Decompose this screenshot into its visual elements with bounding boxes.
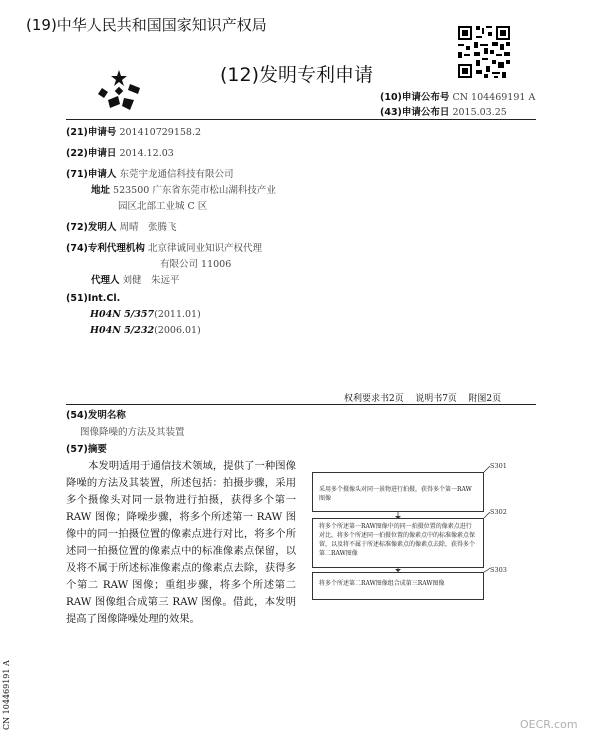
ipc-year-2: (2006.01) xyxy=(154,325,201,336)
agency-line-2: 有限公司 11006 xyxy=(160,259,232,270)
publication-date-row xyxy=(380,104,507,118)
leader-s301 xyxy=(484,466,490,472)
header-divider xyxy=(66,119,536,120)
flowchart-step-s301: 采用多个摄像头对同一景物进行拍摄，获得多个第一RAW图像 xyxy=(312,472,484,512)
flowchart-step-s303: 将多个所述第二RAW图像组合成第三RAW图像 xyxy=(312,572,484,600)
claims-pages: 权利要求书2页 xyxy=(344,394,404,404)
ipc-entry-2 xyxy=(90,325,201,336)
agent-label: 代理人 xyxy=(91,275,120,286)
flowchart-connectors xyxy=(300,460,520,610)
application-number: 201410729158.2 xyxy=(119,127,202,138)
address-line-1: 523500 广东省东莞市松山湖科技产业 xyxy=(113,185,276,196)
watermark: OECR.com xyxy=(520,718,578,731)
agent-row xyxy=(91,272,180,286)
publication-number-label: (10)申请公布号 xyxy=(380,92,450,103)
description-pages: 说明书7页 xyxy=(415,394,457,404)
abstract-text: 本发明适用于通信技术领域，提供了一种图像降噪的方法及其装置，所述包括：拍摄步骤，采用多个摄像头对同一景物进行拍摄，获得多个第一 RAW 图像；降噪步骤，将多个所述第一 RAW 图像中的同一拍摄位置的像素点进行对比，将多个所述同一拍摄位置的像素点中的标准像素点保留，以及将不属于所述标准像素点的像素点去除，获得多个第二 RAW 图像；重组步骤，将多个所述第二 RAW 图像组合成第三 RAW 图像。借此，本发明提高了图像降噪处理的效果。 xyxy=(66,460,296,625)
invention-name-label: (54)发明名称 xyxy=(66,410,126,421)
ipc-label: (51)Int.Cl. xyxy=(66,293,121,304)
publication-date: 2015.03.25 xyxy=(452,107,507,118)
ipc-entry-1 xyxy=(90,309,201,320)
publication-number: CN 104469191 A xyxy=(452,92,536,103)
applicant-row xyxy=(66,166,233,180)
applicant: 东莞宇龙通信科技有限公司 xyxy=(119,169,234,180)
ipc-year-1: (2011.01) xyxy=(154,309,201,320)
ipc-code-1: H04N 5/357 xyxy=(90,309,155,320)
applicant-label: (71)申请人 xyxy=(66,169,117,180)
document-type-title: (12)发明专利申请 xyxy=(220,64,374,86)
application-date: 2014.12.03 xyxy=(119,148,174,159)
address-line-2: 园区北部工业城 C 区 xyxy=(118,201,208,212)
leader-s302 xyxy=(484,512,490,518)
address-row xyxy=(91,182,276,196)
address-label: 地址 xyxy=(91,185,111,196)
publication-number-row xyxy=(380,89,535,103)
cnipa-emblem-icon xyxy=(94,66,144,116)
agency-label: (74)专利代理机构 xyxy=(66,243,145,254)
publication-date-label: (43)申请公布日 xyxy=(380,107,450,118)
flowchart-step-s302: 将多个所述第一RAW图像中的同一拍摄位置的像素点进行对比，将多个所述同一拍摄位置的像素点中的标准像素点保留，以及将不属于所述标准像素点的像素点去除，获得多个第二RAW图像 xyxy=(312,518,484,568)
application-date-row xyxy=(66,145,174,159)
step-id-s301: S301 xyxy=(490,462,507,470)
office-name: (19)中华人民共和国国家知识产权局 xyxy=(26,16,267,34)
agency-line-1: 北京律诚同业知识产权代理 xyxy=(147,243,262,254)
drawings-pages: 附图2页 xyxy=(468,394,502,404)
agents: 刘健 朱远平 xyxy=(122,275,180,286)
step-id-s303: S303 xyxy=(490,566,507,574)
page-counts xyxy=(344,391,501,404)
qr-code-icon xyxy=(456,24,512,80)
agency-row xyxy=(66,240,262,254)
leader-s303 xyxy=(484,568,490,572)
invention-name: 图像降噪的方法及其装置 xyxy=(80,427,185,438)
inventor-row xyxy=(66,219,176,233)
ipc-code-2: H04N 5/232 xyxy=(90,325,155,336)
application-number-row xyxy=(66,124,201,138)
abstract-divider xyxy=(66,404,536,405)
abstract-label: (57)摘要 xyxy=(66,444,107,455)
side-publication-number: CN 104469191 A xyxy=(2,660,11,730)
inventor-label: (72)发明人 xyxy=(66,222,117,233)
application-date-label: (22)申请日 xyxy=(66,148,117,159)
inventors: 周晴 张腾飞 xyxy=(119,222,177,233)
step-id-s302: S302 xyxy=(490,508,507,516)
application-number-label: (21)申请号 xyxy=(66,127,117,138)
